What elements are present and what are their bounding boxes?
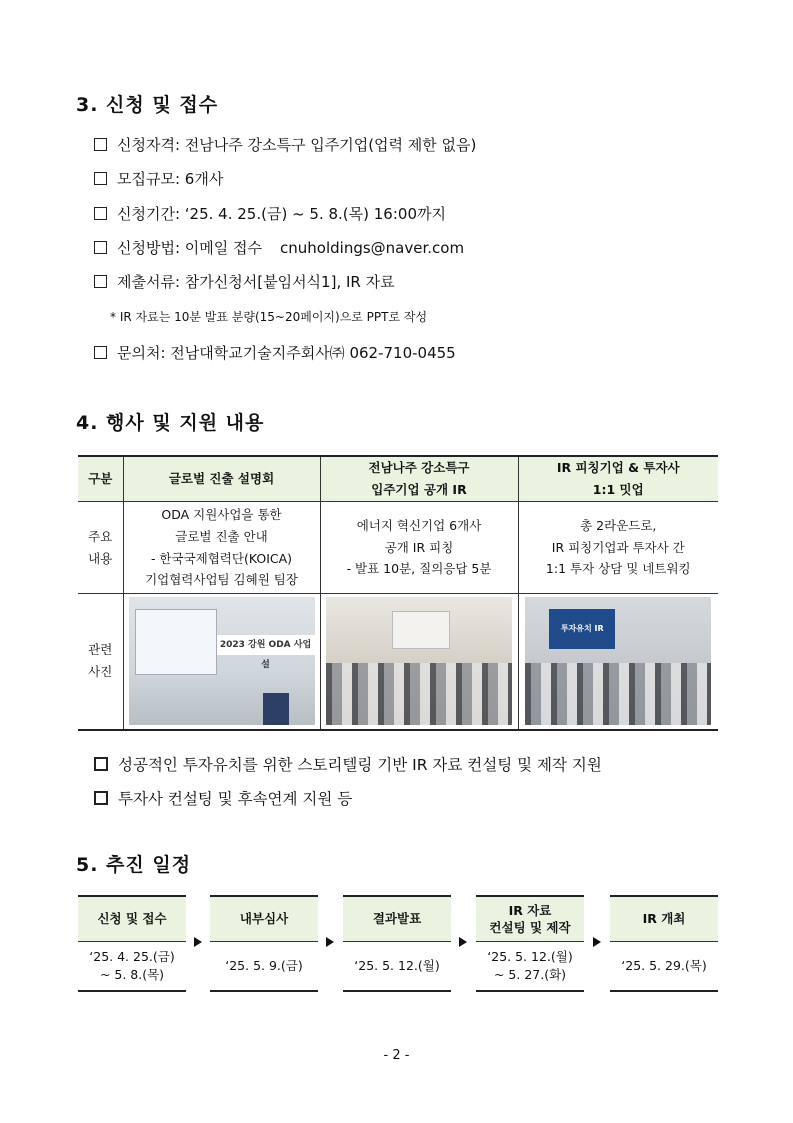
header-meetup: IR 피칭기업 & 투자사 1:1 밋업 [518,456,718,502]
documents-item: 제출서류: 참가신청서[붙임서식1], IR 자료 [94,271,395,292]
eligibility-item: 신청자격: 전남나주 강소특구 입주기업(업력 제한 없음) [94,134,476,155]
schedule-step-apply: 신청 및 접수 ‘25. 4. 25.(금) ~ 5. 8.(목) [78,895,186,992]
row-label-photos: 관련 사진 [78,594,123,730]
ir-note: * IR 자료는 10분 발표 분량(15~20페이지)으로 PPT로 작성 [110,310,428,324]
checkbox-square-icon [94,207,107,220]
checkbox-square-icon [94,172,107,185]
cell-global-briefing: ODA 지원사업을 통한 글로벌 진출 안내 - 한국국제협력단(KOICA) 기업협력사업팀 김혜원 팀장 [123,502,320,594]
arrow-right-icon [326,937,334,947]
schedule-step-ir-event: IR 개최 ‘25. 5. 29.(목) [610,895,718,992]
header-category: 구분 [78,456,123,502]
section-3-heading: 3. 신청 및 접수 [76,94,219,116]
table-row-photos [78,594,718,730]
support-bullet-2: 투자사 컨설팅 및 후속연계 지원 등 [94,787,352,809]
photo-meetup: 투자유치 IR [525,597,711,725]
checkbox-square-icon [94,757,108,771]
contact-email: cnuholdings@naver.com [280,238,465,257]
checkbox-square-icon [94,275,107,288]
cell-meetup: 총 2라운드로, IR 피칭기업과 투자사 간 1:1 투자 상담 및 네트워킹 [518,502,718,594]
schedule-step-consulting: IR 자료 컨설팅 및 제작 ‘25. 5. 12.(월) ~ 5. 27.(화) [476,895,584,992]
table-row-content [78,502,718,594]
checkbox-square-icon [94,138,107,151]
arrow-right-icon [194,937,202,947]
arrow-right-icon [459,937,467,947]
page-number: - 2 - [383,1048,410,1063]
support-bullet-1: 성공적인 투자유치를 위한 스토리텔링 기반 IR 자료 컨설팅 및 제작 지원 [94,753,602,775]
schedule-step-announce: 결과발표 ‘25. 5. 12.(월) [343,895,451,992]
checkbox-square-icon [94,346,107,359]
schedule-step-review: 내부심사 ‘25. 5. 9.(금) [210,895,318,992]
cell-public-ir: 에너지 혁신기업 6개사 공개 IR 피칭 - 발표 10분, 질의응답 5분 [320,502,518,594]
header-global-briefing: 글로벌 진출 설명회 [123,456,320,502]
apply-period-item: 신청기간: ‘25. 4. 25.(금) ~ 5. 8.(목) 16:00까지 [94,203,446,224]
event-table [78,455,718,731]
section-5-heading: 5. 추진 일정 [76,854,192,876]
arrow-right-icon [593,937,601,947]
row-label-content: 주요 내용 [78,502,123,594]
photo-public-ir [326,597,512,725]
contact-item: 문의처: 전남대학교기술지주회사㈜ 062-710-0455 [94,342,456,363]
header-public-ir: 전남나주 강소특구 입주기업 공개 IR [320,456,518,502]
table-header-row [78,456,718,502]
checkbox-square-icon [94,791,108,805]
photo-global-briefing: 2023 강원 ODA 사업 설 [129,597,315,725]
checkbox-square-icon [94,241,107,254]
section-4-heading: 4. 행사 및 지원 내용 [76,412,265,434]
apply-method-item: 신청방법: 이메일 접수 cnuholdings@naver.com [94,237,464,258]
recruit-scale-item: 모집규모: 6개사 [94,168,223,189]
